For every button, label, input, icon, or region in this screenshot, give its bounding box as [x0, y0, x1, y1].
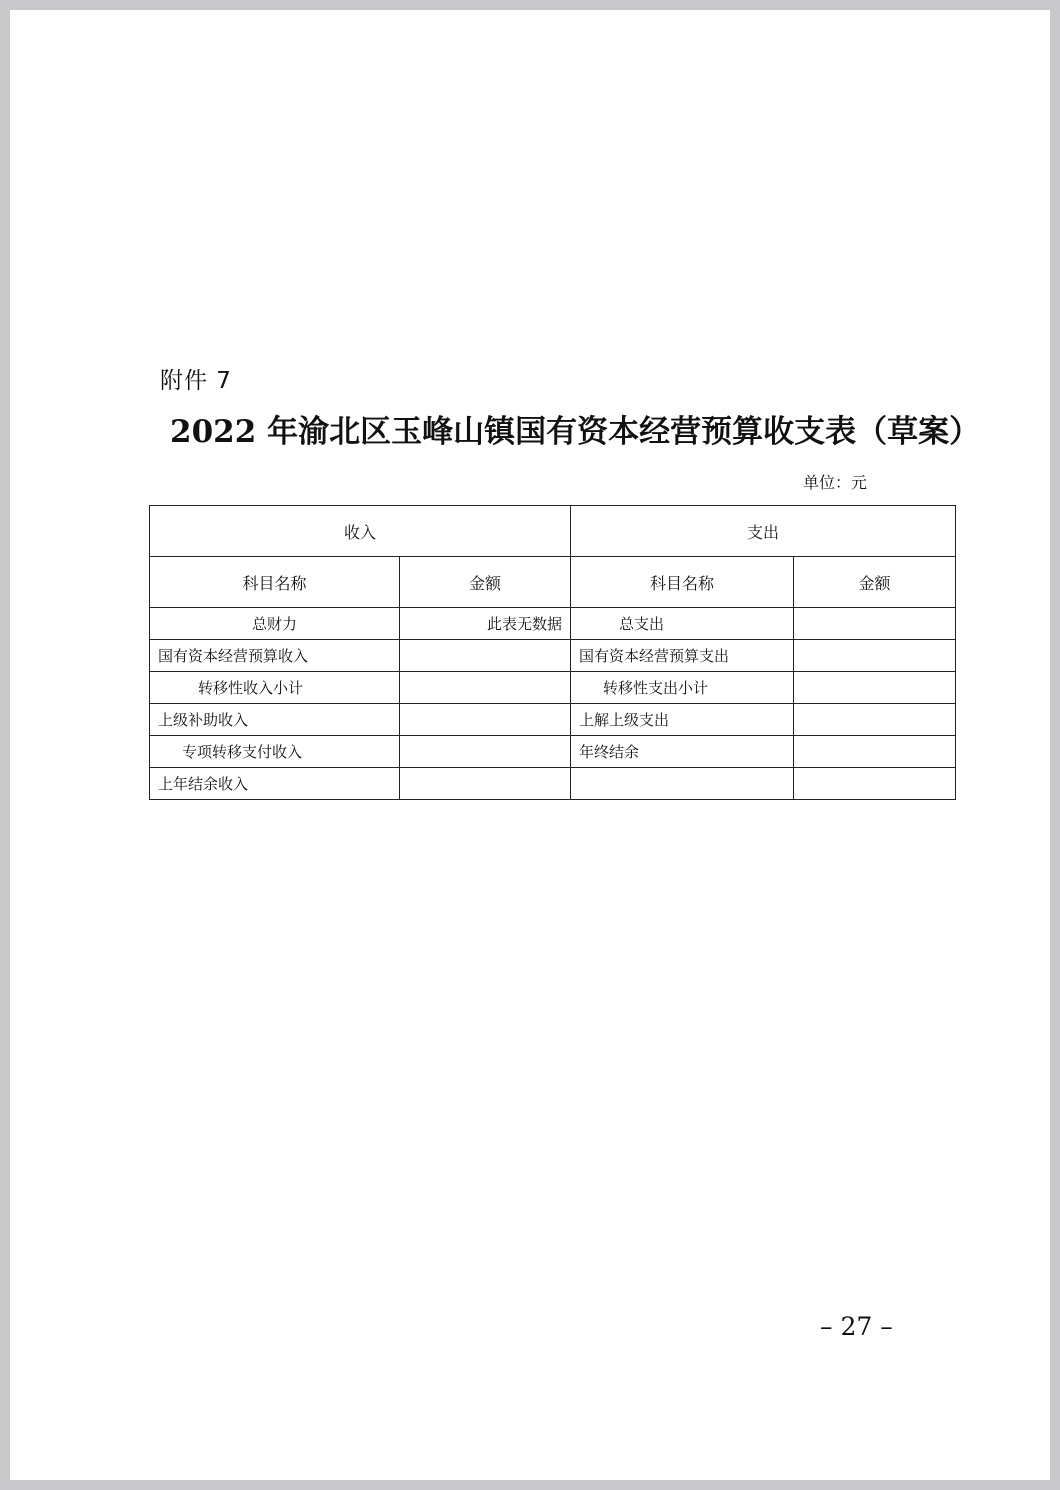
income-amount-cell [400, 704, 571, 736]
expense-name-cell [571, 768, 794, 800]
expense-name-header: 科目名称 [571, 557, 794, 608]
income-amount-cell [400, 768, 571, 800]
expense-name-cell: 国有资本经营预算支出 [571, 640, 794, 672]
expense-amount-cell [794, 704, 956, 736]
budget-table [149, 505, 956, 800]
table-column-header-row [150, 557, 956, 608]
table-row [150, 640, 956, 672]
table-row [150, 704, 956, 736]
income-name-cell: 上年结余收入 [150, 768, 400, 800]
document-page [10, 10, 1050, 1480]
income-name-cell: 国有资本经营预算收入 [150, 640, 400, 672]
income-name-cell: 转移性收入小计 [150, 672, 400, 704]
attachment-label: 附件 7 [160, 368, 232, 394]
expense-amount-cell [794, 768, 956, 800]
income-amount-header: 金额 [400, 557, 571, 608]
income-name-cell: 专项转移支付收入 [150, 736, 400, 768]
table-row [150, 672, 956, 704]
table-row [150, 608, 956, 640]
table-row [150, 736, 956, 768]
page-title: 2022 年渝北区玉峰山镇国有资本经营预算收支表（草案） [170, 414, 981, 450]
expense-amount-cell [794, 736, 956, 768]
page-number: – 27 – [820, 1312, 893, 1341]
unit-label: 单位：元 [803, 473, 868, 492]
income-name-cell: 总财力 [150, 608, 400, 640]
expense-name-cell: 总支出 [571, 608, 794, 640]
income-amount-cell [400, 640, 571, 672]
expense-name-cell: 年终结余 [571, 736, 794, 768]
income-header: 收入 [150, 506, 571, 557]
table-group-header-row [150, 506, 956, 557]
income-amount-cell: 此表无数据 [400, 608, 571, 640]
expense-amount-cell [794, 608, 956, 640]
expense-name-cell: 上解上级支出 [571, 704, 794, 736]
income-amount-cell [400, 736, 571, 768]
income-name-cell: 上级补助收入 [150, 704, 400, 736]
income-name-header: 科目名称 [150, 557, 400, 608]
expense-amount-header: 金额 [794, 557, 956, 608]
expense-amount-cell [794, 672, 956, 704]
expense-amount-cell [794, 640, 956, 672]
income-amount-cell [400, 672, 571, 704]
table-row [150, 768, 956, 800]
expense-name-cell: 转移性支出小计 [571, 672, 794, 704]
expense-header: 支出 [571, 506, 956, 557]
